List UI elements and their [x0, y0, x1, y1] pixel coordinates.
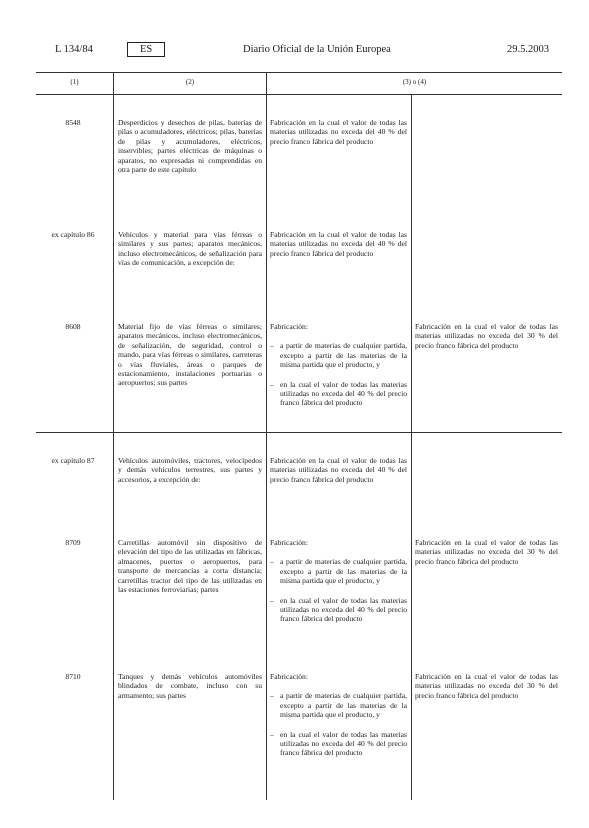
row-rule-col3 — [270, 322, 407, 408]
row-rule-col3 — [270, 538, 407, 624]
header-separator — [36, 94, 562, 95]
row-description: Vehículos automóviles, tractores, velocípedos y demás vehículos terrestres, sus partes y accesorios, a excepción de: — [118, 456, 262, 484]
column-divider-1 — [113, 72, 114, 800]
rule-condition: – en la cual el valor de todas las materias utilizadas no exceda del 40 % del precio franco fábrica del producto — [270, 595, 407, 624]
rule-intro: Fabricación: — [270, 672, 308, 681]
row-rule-col4: Fabricación en la cual el valor de todas las materias utilizadas no exceda del 30 % del precio franco fábrica del producto — [415, 672, 558, 700]
rule-condition: – en la cual el valor de todas las materias utilizadas no exceda del 40 % del precio franco fábrica del producto — [270, 379, 407, 408]
row-rule-col4: Fabricación en la cual el valor de todas las materias utilizadas no exceda del 30 % del precio franco fábrica del producto — [415, 538, 558, 566]
row-description: Carretillas automóvil sin dispositivo de elevación del tipo de las utilizadas en fábricas, almacenes, puertos o aeropuertos, para transporte de mercancías a corta distancia; carretillas tractor del tipo de las utilizadas en las estaciones ferroviarias; partes — [118, 538, 262, 595]
rule-condition: – a partir de materias de cualquier partida, excepto a partir de las materias de la misma partida que el producto, y — [270, 557, 407, 586]
row-rule-col3: Fabricación en la cual el valor de todas las materias utilizadas no exceda del 40 % del precio franco fábrica del producto — [270, 456, 407, 484]
table-top-rule — [36, 72, 562, 73]
row-rule-col4: Fabricación en la cual el valor de todas las materias utilizadas no exceda del 30 % del precio franco fábrica del producto — [415, 322, 558, 350]
row-rule-col3 — [270, 672, 407, 758]
row-code: ex capítulo 86 — [51, 230, 95, 239]
row-divider — [36, 432, 562, 433]
column-header-1: (1) — [70, 78, 79, 86]
rule-intro: Fabricación: — [270, 322, 308, 331]
row-description: Tanques y demás vehículos automóviles blindados de combate, incluso con su armamento; sus partes — [118, 672, 262, 700]
row-code: 8608 — [65, 322, 81, 331]
row-rule-col3: Fabricación en la cual el valor de todas las materias utilizadas no exceda del 40 % del precio franco fábrica del producto — [270, 230, 407, 258]
row-description: Material fijo de vías férreas o similares; aparatos mecánicos, incluso electromecánicos, de señalización, de seguridad, control o mando, para vías férreas o similares, carreteras o vías fluviales, áreas o parques de estacionamiento, instalaciones portuarias o aeropuertos; sus partes — [118, 322, 262, 388]
row-code: 8709 — [65, 538, 81, 547]
language-box: ES — [127, 42, 165, 57]
column-divider-2 — [266, 72, 267, 800]
column-header-3-4: (3) o (4) — [402, 78, 427, 86]
journal-title: Diario Oficial de la Unión Europea — [243, 44, 391, 55]
publication-date: 29.5.2003 — [507, 44, 549, 55]
column-header-2: (2) — [185, 78, 195, 86]
rule-intro: Fabricación: — [270, 538, 308, 547]
row-code: 8710 — [65, 672, 81, 681]
column-divider-3 — [411, 94, 412, 800]
row-code: 8548 — [65, 118, 81, 127]
rule-condition: – a partir de materias de cualquier partida, excepto a partir de las materias de la misma partida que el producto, y — [270, 691, 407, 720]
row-description: Vehículos y material para vías férreas o similares y sus partes; aparatos mecánicos, incluso electromecánicos, de señalización para vías de comunicación, a excepción de: — [118, 230, 262, 268]
rule-condition: – en la cual el valor de todas las materias utilizadas no exceda del 40 % del precio franco fábrica del producto — [270, 729, 407, 758]
series-number: L 134/84 — [55, 44, 93, 55]
row-description: Desperdicios y desechos de pilas, baterías de pilas o acumuladores, eléctricos; pilas, baterías de pilas y acumuladores, eléctricos, inservibles; partes eléctricas de máquinas o aparatos, no expresadas ni comprendidas en otra parte de este capítulo — [118, 118, 262, 175]
row-code: ex capítulo 87 — [51, 456, 95, 465]
row-rule-col3: Fabricación en la cual el valor de todas las materias utilizadas no exceda del 40 % del precio franco fábrica del producto — [270, 118, 407, 146]
rule-condition: – a partir de materias de cualquier partida, excepto a partir de las materias de la misma partida que el producto, y — [270, 341, 407, 370]
